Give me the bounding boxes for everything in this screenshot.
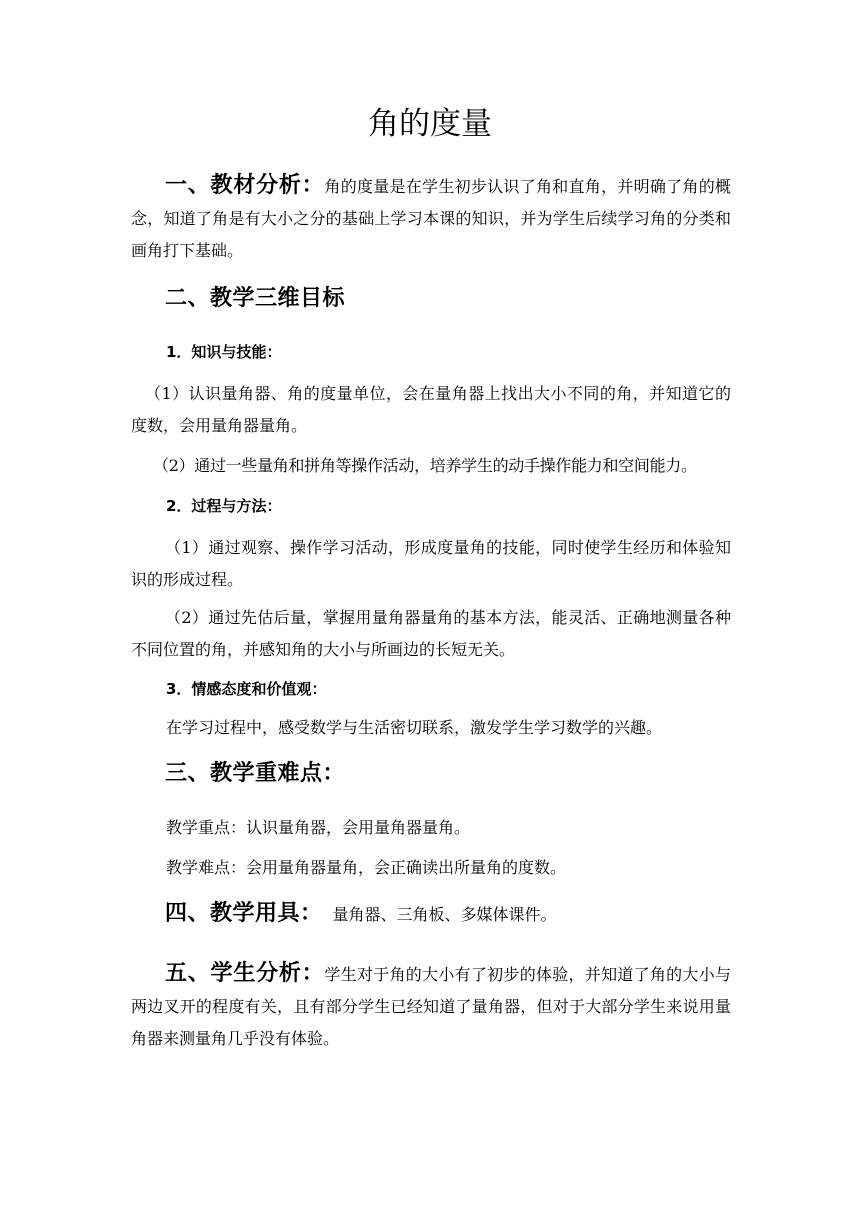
section-heading: 一、教材分析： — [165, 173, 325, 198]
section-text: 量角器、三角板、多媒体课件。 — [332, 905, 557, 924]
section-teaching-tools — [131, 898, 731, 931]
document-title: 角的度量 — [368, 106, 492, 142]
section-heading: 二、教学三维目标 — [165, 286, 346, 311]
section-heading: 四、教学用具： — [165, 901, 323, 926]
paragraph-attitude: 在学习过程中，感受数学与生活密切联系，激发学生学习数学的兴趣。 — [166, 718, 663, 737]
subheading-knowledge: 1．知识与技能： — [166, 343, 282, 361]
paragraph-knowledge-1: （1）认识量角器、角的度量单位，会在量角器上找出大小不同的角，并知道它的度数，会用量角器量角。 — [131, 384, 731, 435]
section-student-analysis — [131, 958, 731, 1055]
section-text: 角的度量是在学生初步认识了角和直角，并明确了角的概念，知道了角是有大小之分的基础上学习本课的知识，并为学生后续学习角的分类和画角打下基础。 — [131, 177, 731, 260]
paragraph-key-point: 教学重点：认识量角器，会用量角器量角。 — [166, 818, 471, 837]
section-heading: 五、学生分析： — [165, 961, 325, 986]
paragraph-knowledge-2: （2）通过一些量角和拼角等操作活动，培养学生的动手操作能力和空间能力。 — [153, 456, 697, 475]
section-objectives — [131, 283, 731, 316]
subheading-attitude: 3．情感态度和价值观： — [166, 680, 327, 698]
section-heading: 三、教学重难点： — [165, 761, 346, 786]
paragraph-difficult-point: 教学难点：会用量角器量角，会正确读出所量角的度数。 — [166, 858, 567, 877]
section-teaching-material — [131, 170, 731, 267]
paragraph-process-2: （2）通过先估后量，掌握用量角器量角的基本方法，能灵活、正确地测量各种不同位置的角，并感知角的大小与所画边的长短无关。 — [131, 608, 731, 659]
paragraph-process-1: （1）通过观察、操作学习活动，形成度量角的技能，同时使学生经历和体验知识的形成过程。 — [131, 538, 731, 589]
subheading-process: 2．过程与方法： — [166, 497, 282, 515]
section-key-points — [131, 758, 731, 791]
section-text: 学生对于角的大小有了初步的体验，并知道了角的大小与两边叉开的程度有关，且有部分学生已经知道了量角器，但对于大部分学生来说用量角器来测量角几乎没有体验。 — [131, 965, 731, 1048]
